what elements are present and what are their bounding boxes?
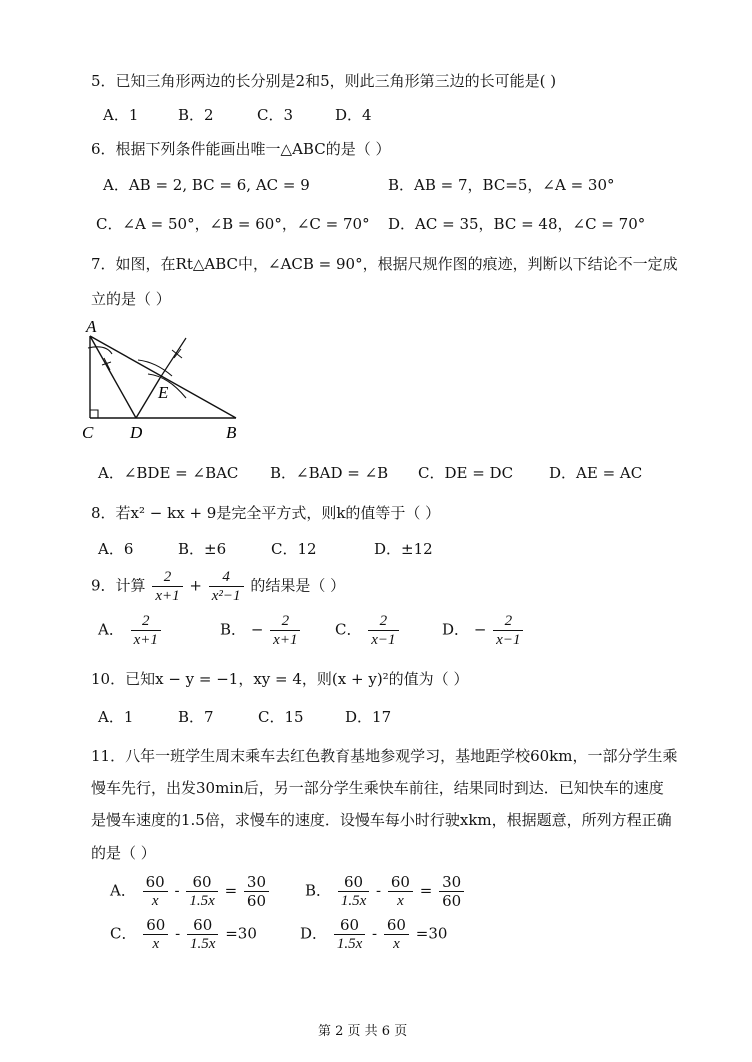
q11-d-eq30: =30 — [415, 924, 448, 943]
q5-option-d: D．4 — [335, 106, 372, 124]
q9-fraction-1 — [152, 568, 182, 605]
q9-f1-num: 2 — [152, 568, 182, 587]
page-footer: 第 2 页 共 6 页 — [318, 1024, 408, 1039]
q11-b-f3-den: 60 — [442, 892, 462, 910]
q9-stem — [91, 568, 345, 605]
q6-option-d: D．AC = 35，BC = 48，∠C = 70° — [388, 215, 646, 233]
q11-line-1: 11．八年一班学生周末乘车去红色教育基地参观学习，基地距学校60km，一部分学生乘 — [91, 747, 678, 765]
q11-d-f1-den: 1.5x — [336, 936, 363, 952]
q11-option-d — [300, 916, 447, 953]
q9-a-num: 2 — [131, 612, 161, 631]
q9-b-fraction — [270, 612, 300, 649]
q9-d-fraction — [493, 612, 523, 649]
q8-option-d: D．±12 — [374, 540, 433, 558]
label-d: D — [130, 423, 143, 442]
q9-f1-den: x+1 — [155, 588, 180, 604]
q7-option-a: A．∠BDE = ∠BAC — [98, 464, 239, 482]
q11-c-eq30: =30 — [225, 924, 257, 943]
q5-option-b: B．2 — [178, 106, 214, 124]
q9-c-num: 2 — [368, 612, 398, 631]
q6-option-b: B．AB = 7，BC=5，∠A = 30° — [388, 176, 615, 194]
q6-option-a: A．AB = 2, BC = 6, AC = 9 — [103, 176, 310, 194]
q11-b-frac-2 — [388, 873, 413, 910]
label-b: B — [226, 423, 237, 442]
q9-d-minus: − — [473, 620, 487, 639]
q9-fraction-2 — [209, 568, 244, 605]
q10-stem: 10．已知x − y = −1，xy = 4，则(x + y)²的值为（ ） — [91, 670, 469, 688]
q9-c-letter: C． — [335, 620, 362, 639]
q9-option-b — [220, 612, 302, 649]
q11-b-f1-den: 1.5x — [340, 893, 367, 909]
q9-option-a — [98, 612, 163, 649]
q11-d-letter: D． — [300, 924, 328, 943]
q7-stem-line1: 7．如图，在Rt△ABC中，∠ACB = 90°，根据尺规作图的痕迹，判断以下结论不一定成 — [91, 255, 678, 273]
q11-a-letter: A． — [110, 881, 136, 900]
q9-d-letter: D． — [442, 620, 470, 639]
label-a: A — [86, 318, 97, 336]
q5-stem: 5．已知三角形两边的长分别是2和5，则此三角形第三边的长可能是( ) — [91, 72, 557, 90]
label-e: E — [158, 383, 169, 402]
q11-c-f1-num: 60 — [143, 916, 168, 935]
q11-d-minus: - — [372, 924, 378, 943]
q5-option-a: A．1 — [103, 106, 139, 124]
q11-option-c — [110, 916, 257, 953]
q7-option-b: B．∠BAD = ∠B — [270, 464, 389, 482]
q11-a-f2-den: 1.5x — [189, 893, 215, 909]
q11-c-frac-2 — [187, 916, 218, 953]
q11-b-minus: - — [376, 881, 382, 900]
right-angle-mark — [90, 410, 98, 418]
q11-a-frac-3 — [244, 873, 269, 910]
q7-option-c: C．DE = DC — [418, 464, 514, 482]
q11-a-frac-1 — [143, 873, 168, 910]
q9-plus: + — [189, 576, 202, 595]
q11-line-2: 慢车先行，出发30min后，另一部分学生乘快车前往，结果同时到达．已知快车的速度 — [91, 779, 664, 797]
q11-d-f1-num: 60 — [334, 916, 365, 935]
q11-d-frac-2 — [384, 916, 409, 953]
q9-a-fraction — [131, 612, 161, 649]
q8-option-c: C．12 — [271, 540, 317, 558]
q11-d-f2-den: x — [393, 936, 400, 952]
q7-option-d: D．AE = AC — [549, 464, 643, 482]
q11-b-frac-3 — [439, 873, 464, 910]
q9-d-den: x−1 — [496, 632, 521, 648]
q11-c-frac-1 — [143, 916, 168, 953]
q11-b-f1-num: 60 — [338, 873, 369, 892]
q11-a-f2-num: 60 — [186, 873, 217, 892]
q9-option-d — [442, 612, 525, 649]
q10-option-c: C．15 — [258, 708, 304, 726]
q6-option-c: C．∠A = 50°，∠B = 60°，∠C = 70° — [96, 215, 370, 233]
q11-a-f1-num: 60 — [143, 873, 168, 892]
q11-c-f2-den: 1.5x — [190, 936, 216, 952]
q11-c-f1-den: x — [152, 936, 160, 952]
q11-b-frac-1 — [338, 873, 369, 910]
q11-c-f2-num: 60 — [187, 916, 218, 935]
q11-line-3: 是慢车速度的1.5倍，求慢车的速度．设慢车每小时行驶xkm，根据题意，所列方程正确 — [91, 811, 672, 829]
q11-b-f3-num: 30 — [439, 873, 464, 892]
q11-d-f2-num: 60 — [384, 916, 409, 935]
q11-option-b — [305, 873, 466, 910]
q9-b-num: 2 — [270, 612, 300, 631]
q11-b-f2-num: 60 — [388, 873, 413, 892]
q9-b-minus: − — [250, 620, 264, 639]
q9-prefix: 9．计算 — [91, 576, 146, 595]
q11-a-f3-num: 30 — [244, 873, 269, 892]
q8-option-b: B．±6 — [178, 540, 227, 558]
q9-a-letter: A． — [98, 620, 124, 639]
q10-option-a: A．1 — [98, 708, 134, 726]
q11-c-letter: C． — [110, 924, 137, 943]
q11-a-frac-2 — [186, 873, 217, 910]
q11-b-f2-den: x — [397, 893, 404, 909]
q11-a-eq: = — [224, 881, 238, 900]
q7-figure — [78, 318, 253, 443]
q5-option-c: C．3 — [257, 106, 294, 124]
q11-a-f1-den: x — [151, 893, 159, 909]
q11-c-minus: - — [175, 924, 181, 943]
q9-b-letter: B． — [220, 620, 247, 639]
label-c: C — [82, 423, 94, 442]
q11-b-letter: B． — [305, 881, 332, 900]
q8-option-a: A．6 — [98, 540, 134, 558]
bisector-line — [160, 338, 186, 378]
q9-a-den: x+1 — [133, 632, 158, 648]
q8-stem: 8．若x² − kx + 9是完全平方式，则k的值等于（ ） — [91, 504, 441, 522]
q11-a-f3-den: 60 — [246, 892, 267, 910]
q9-suffix: 的结果是（ ） — [250, 576, 346, 595]
q9-d-num: 2 — [493, 612, 523, 631]
side-ab — [90, 336, 236, 418]
q11-b-eq: = — [419, 881, 433, 900]
q11-a-minus: - — [174, 881, 180, 900]
q6-stem: 6．根据下列条件能画出唯一△ABC的是（ ） — [91, 140, 391, 158]
q9-option-c — [335, 612, 401, 649]
q9-c-den: x−1 — [371, 632, 396, 648]
segment-de — [136, 378, 160, 418]
q11-d-frac-1 — [334, 916, 365, 953]
q10-option-b: B．7 — [178, 708, 214, 726]
q11-option-a — [110, 873, 271, 910]
q10-option-d: D．17 — [345, 708, 392, 726]
q7-stem-line2: 立的是（ ） — [91, 290, 171, 308]
q9-f2-den: x²−1 — [211, 588, 241, 604]
q11-line-4: 的是（ ） — [91, 844, 156, 862]
q9-f2-num: 4 — [209, 568, 244, 587]
q9-c-fraction — [368, 612, 398, 649]
q9-b-den: x+1 — [273, 632, 298, 648]
